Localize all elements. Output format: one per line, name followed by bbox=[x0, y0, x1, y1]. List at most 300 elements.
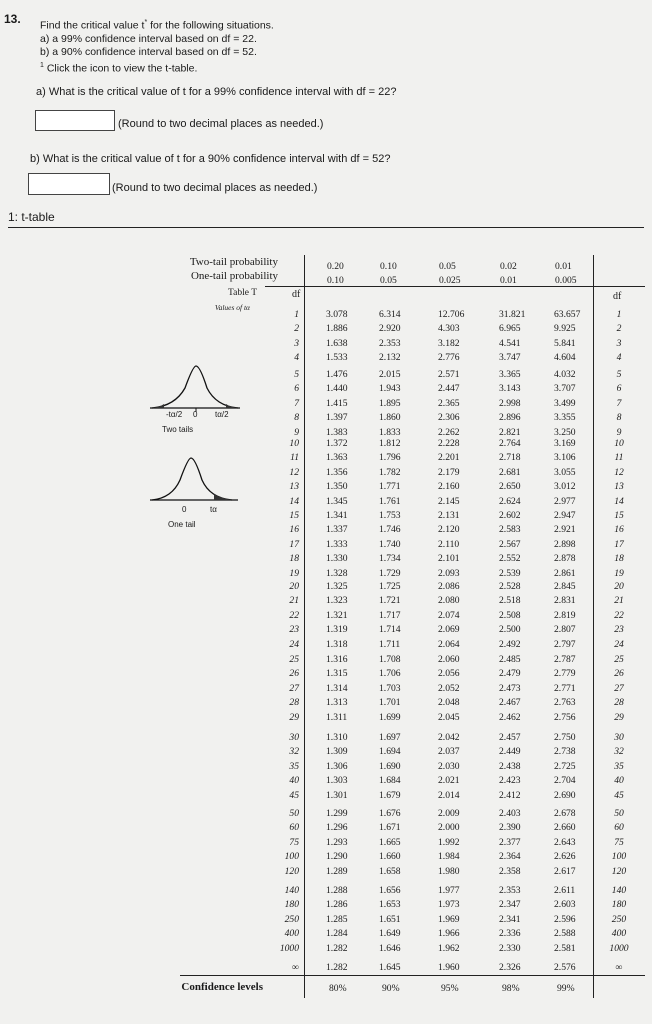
question-number: 13. bbox=[4, 12, 21, 26]
table-cell: 2.438 bbox=[499, 760, 521, 772]
table-cell: 3.106 bbox=[554, 452, 576, 464]
df-right: 50 bbox=[614, 808, 624, 819]
df-left: 17 bbox=[289, 538, 299, 550]
table-cell: 3.499 bbox=[554, 397, 576, 409]
table-cell: 2.756 bbox=[554, 711, 576, 723]
table-cell: 1.645 bbox=[379, 962, 401, 973]
table-cell: 3.182 bbox=[438, 337, 460, 349]
two-tails-caption: Two tails bbox=[162, 425, 194, 434]
table-cell: 1.285 bbox=[326, 913, 348, 925]
table-cell: 1.440 bbox=[326, 383, 348, 395]
table-cell: 2.898 bbox=[554, 538, 576, 550]
df-right: 15 bbox=[614, 510, 624, 521]
table-cell: 2.977 bbox=[554, 495, 576, 507]
table-cell: 1.782 bbox=[379, 466, 401, 478]
df-left: 35 bbox=[289, 760, 299, 772]
df-left: 26 bbox=[289, 668, 299, 680]
df-left: 6 bbox=[294, 383, 299, 395]
table-cell: 1.282 bbox=[326, 942, 348, 954]
table-cell: 2.603 bbox=[554, 899, 576, 911]
two-tail-header: 0.10 bbox=[380, 261, 397, 272]
table-cell: 1.753 bbox=[379, 510, 401, 521]
table-cell: 2.920 bbox=[379, 323, 401, 335]
table-cell: 2.358 bbox=[499, 865, 521, 877]
df-right: 400 bbox=[611, 928, 627, 940]
table-cell: 2.353 bbox=[499, 885, 521, 896]
df-left: 11 bbox=[290, 452, 299, 464]
confidence-level: 95% bbox=[441, 983, 459, 994]
table-cell: 2.009 bbox=[438, 808, 460, 819]
table-cell: 1.796 bbox=[379, 452, 401, 464]
table-cell: 4.604 bbox=[554, 352, 576, 364]
table-cell: 4.303 bbox=[438, 323, 460, 335]
table-cell: 2.086 bbox=[438, 581, 460, 592]
t-table-heading: 1: t-table bbox=[8, 210, 55, 224]
table-cell: 1.886 bbox=[326, 323, 348, 335]
table-cell: 2.528 bbox=[499, 581, 521, 592]
df-left: 2 bbox=[294, 323, 299, 335]
df-right: 17 bbox=[614, 538, 624, 550]
table-cell: 2.617 bbox=[554, 865, 576, 877]
table-cell: 2.776 bbox=[438, 352, 460, 364]
table-cell: 4.032 bbox=[554, 369, 576, 380]
df-right: 4 bbox=[616, 352, 622, 364]
table-cell: 2.552 bbox=[499, 553, 521, 565]
table-cell: 2.626 bbox=[554, 851, 576, 863]
table-cell: 1.699 bbox=[379, 711, 401, 723]
df-right: 19 bbox=[614, 567, 624, 579]
table-cell: 2.678 bbox=[554, 808, 576, 819]
df-right: 120 bbox=[611, 865, 627, 877]
part-b-answer-input[interactable] bbox=[28, 173, 110, 195]
df-right: 14 bbox=[614, 495, 624, 507]
two-tail-header: 0.20 bbox=[327, 261, 344, 272]
table-cell: 2.000 bbox=[438, 822, 460, 834]
table-cell: 1.651 bbox=[379, 913, 401, 925]
confidence-levels-label: Confidence levels bbox=[181, 981, 263, 993]
table-cell: 1.833 bbox=[379, 426, 401, 438]
df-left: 40 bbox=[289, 775, 299, 787]
table-cell: 2.508 bbox=[499, 609, 521, 621]
table-cell: 2.101 bbox=[438, 553, 460, 565]
table-cell: 2.228 bbox=[438, 438, 460, 449]
table-cell: 3.747 bbox=[499, 352, 521, 364]
one-tail-caption: One tail bbox=[168, 520, 196, 529]
one-tail-header: 0.10 bbox=[327, 275, 344, 286]
pos-t-label: tα/2 bbox=[215, 410, 229, 419]
table-cell: 2.581 bbox=[554, 942, 576, 954]
question-intro bbox=[40, 16, 274, 75]
table-cell: 2.365 bbox=[438, 397, 460, 409]
table-cell: 1.341 bbox=[326, 510, 348, 521]
table-cell: 2.998 bbox=[499, 397, 521, 409]
df-right: 21 bbox=[614, 595, 624, 607]
heading-divider bbox=[8, 227, 644, 228]
table-cell: 1.345 bbox=[326, 495, 348, 507]
two-tail-header: 0.01 bbox=[555, 261, 572, 272]
df-right: 25 bbox=[614, 654, 624, 665]
df-right: 2 bbox=[616, 323, 622, 335]
df-left: 60 bbox=[289, 822, 299, 834]
table-cell: 2.060 bbox=[438, 654, 460, 665]
one-tail-header: 0.025 bbox=[439, 275, 461, 286]
table-cell: 1.694 bbox=[379, 746, 401, 758]
table-cell: 2.179 bbox=[438, 466, 460, 478]
table-cell: 2.831 bbox=[554, 595, 576, 607]
table-cell: 1.309 bbox=[326, 746, 348, 758]
df-left: 19 bbox=[289, 567, 299, 579]
table-cell: 1.671 bbox=[379, 822, 401, 834]
table-cell: 2.771 bbox=[554, 682, 576, 694]
table-cell: 1.306 bbox=[326, 760, 348, 772]
df-right: 7 bbox=[616, 397, 622, 409]
df-right: 11 bbox=[614, 452, 624, 464]
zero-label-one: 0 bbox=[182, 505, 187, 514]
table-cell: 2.412 bbox=[499, 789, 521, 801]
df-left: 1000 bbox=[279, 942, 299, 954]
table-cell: 1.771 bbox=[379, 481, 401, 493]
table-cell: 1.397 bbox=[326, 412, 348, 424]
table-cell: 1.372 bbox=[326, 438, 348, 449]
table-cell: 2.921 bbox=[554, 524, 576, 536]
table-cell: 1.660 bbox=[379, 851, 401, 863]
df-left: 3 bbox=[294, 337, 299, 349]
table-cell: 2.896 bbox=[499, 412, 521, 424]
table-cell: 3.055 bbox=[554, 466, 576, 478]
table-cell: 1.966 bbox=[438, 928, 460, 940]
df-right: 24 bbox=[614, 638, 624, 650]
question-line-b: b) a 90% confidence interval based on df = 52. bbox=[40, 45, 257, 58]
table-cell: 2.014 bbox=[438, 789, 460, 801]
table-cell: 2.500 bbox=[499, 624, 521, 636]
table-cell: 2.690 bbox=[554, 789, 576, 801]
table-cell: 2.750 bbox=[554, 732, 576, 743]
table-cell: 1.658 bbox=[379, 865, 401, 877]
table-cell: 3.355 bbox=[554, 412, 576, 424]
df-left: 180 bbox=[284, 899, 299, 911]
table-cell: 3.078 bbox=[326, 309, 348, 320]
table-cell: 2.518 bbox=[499, 595, 521, 607]
df-left: 9 bbox=[294, 426, 299, 438]
one-tail-header: 0.01 bbox=[500, 275, 517, 286]
df-left: 4 bbox=[294, 352, 299, 364]
table-cell: 1.319 bbox=[326, 624, 348, 636]
table-cell: 1.313 bbox=[326, 697, 348, 709]
table-cell: 31.821 bbox=[499, 309, 526, 320]
df-right: ∞ bbox=[615, 962, 623, 973]
confidence-level: 90% bbox=[382, 983, 400, 994]
df-left: 400 bbox=[284, 928, 299, 940]
df-right: 60 bbox=[614, 822, 624, 834]
df-right: 13 bbox=[614, 481, 624, 493]
table-cell: 2.797 bbox=[554, 638, 576, 650]
table-cell: 1.980 bbox=[438, 865, 460, 877]
table-cell: 1.325 bbox=[326, 581, 348, 592]
table-cell: 1.960 bbox=[438, 962, 460, 973]
table-cell: 1.323 bbox=[326, 595, 348, 607]
one-tail-header: 0.05 bbox=[380, 275, 397, 286]
table-cell: 2.449 bbox=[499, 746, 521, 758]
table-cell: 2.473 bbox=[499, 682, 521, 694]
table-cell: 2.069 bbox=[438, 624, 460, 636]
table-cell: 1.679 bbox=[379, 789, 401, 801]
df-right: 100 bbox=[611, 851, 627, 863]
df-right: 29 bbox=[614, 711, 624, 723]
table-cell: 5.841 bbox=[554, 337, 576, 349]
table-cell: 1.321 bbox=[326, 609, 348, 621]
table-cell: 1.293 bbox=[326, 836, 348, 848]
table-cell: 2.947 bbox=[554, 510, 576, 521]
df-left: 29 bbox=[289, 711, 299, 723]
table-cell: 1.330 bbox=[326, 553, 348, 565]
table-cell: 1.301 bbox=[326, 789, 348, 801]
table-cell: 1.296 bbox=[326, 822, 348, 834]
df-left: 18 bbox=[289, 553, 299, 565]
confidence-level: 98% bbox=[502, 983, 520, 994]
question-title: Find the critical value t* for the following situations. bbox=[40, 19, 274, 32]
table-cell: 1.328 bbox=[326, 567, 348, 579]
df-left: 28 bbox=[289, 697, 299, 709]
table-cell: 1.690 bbox=[379, 760, 401, 772]
df-left: 75 bbox=[289, 836, 299, 848]
table-cell: 3.365 bbox=[499, 369, 521, 380]
table-cell: 1.984 bbox=[438, 851, 460, 863]
table-cell: 1.289 bbox=[326, 865, 348, 877]
df-right: 18 bbox=[614, 553, 624, 565]
df-label-left: df bbox=[292, 289, 301, 300]
df-right: 3 bbox=[616, 337, 622, 349]
df-right: 140 bbox=[611, 885, 627, 896]
table-icon-link[interactable]: $^1$ Click the icon to view the t-table. bbox=[40, 61, 198, 74]
table-cell: 1.860 bbox=[379, 412, 401, 424]
df-right: 10 bbox=[614, 438, 624, 449]
df-right: 26 bbox=[614, 668, 624, 680]
df-right: 75 bbox=[614, 836, 624, 848]
table-cell: 2.660 bbox=[554, 822, 576, 834]
df-left: 25 bbox=[289, 654, 299, 665]
table-cell: 2.336 bbox=[499, 928, 521, 940]
table-cell: 2.048 bbox=[438, 697, 460, 709]
df-right: 28 bbox=[614, 697, 624, 709]
table-cell: 1.740 bbox=[379, 538, 401, 550]
table-cell: 2.120 bbox=[438, 524, 460, 536]
two-tail-header: 0.05 bbox=[439, 261, 456, 272]
table-cell: 2.064 bbox=[438, 638, 460, 650]
df-left: 250 bbox=[284, 913, 299, 925]
df-left: 32 bbox=[289, 746, 299, 758]
table-cell: 1.363 bbox=[326, 452, 348, 464]
table-cell: 6.314 bbox=[379, 309, 401, 320]
table-cell: 2.819 bbox=[554, 609, 576, 621]
df-right: 8 bbox=[616, 412, 622, 424]
table-cell: 2.037 bbox=[438, 746, 460, 758]
df-left: ∞ bbox=[292, 962, 299, 973]
table-cell: 2.330 bbox=[499, 942, 521, 954]
table-cell: 1.333 bbox=[326, 538, 348, 550]
table-cell: 2.492 bbox=[499, 638, 521, 650]
df-left: 14 bbox=[289, 495, 299, 507]
values-label: Values of tα bbox=[214, 303, 250, 312]
df-left: 13 bbox=[289, 481, 299, 493]
table-cell: 1.356 bbox=[326, 466, 348, 478]
df-left: 20 bbox=[289, 581, 299, 592]
table-cell: 2.021 bbox=[438, 775, 460, 787]
table-cell: 2.467 bbox=[499, 697, 521, 709]
table-cell: 1.311 bbox=[326, 711, 348, 723]
df-left: 7 bbox=[294, 397, 299, 409]
table-cell: 2.596 bbox=[554, 913, 576, 925]
df-left: 8 bbox=[294, 412, 299, 424]
table-cell: 12.706 bbox=[438, 309, 465, 320]
df-right: 32 bbox=[614, 746, 624, 758]
table-cell: 2.878 bbox=[554, 553, 576, 565]
table-cell: 1.316 bbox=[326, 654, 348, 665]
df-right: 20 bbox=[614, 581, 624, 592]
df-left: 12 bbox=[289, 466, 299, 478]
table-cell: 1.665 bbox=[379, 836, 401, 848]
table-cell: 1.653 bbox=[379, 899, 401, 911]
table-cell: 2.080 bbox=[438, 595, 460, 607]
table-cell: 2.341 bbox=[499, 913, 521, 925]
table-cell: 1.676 bbox=[379, 808, 401, 819]
table-cell: 2.681 bbox=[499, 466, 521, 478]
table-cell: 2.160 bbox=[438, 481, 460, 493]
table-cell: 1.706 bbox=[379, 668, 401, 680]
table-cell: 1.943 bbox=[379, 383, 401, 395]
table-cell: 1.415 bbox=[326, 397, 348, 409]
part-a-prompt: a) What is the critical value of t for a 99% confidence interval with df = 22? bbox=[36, 86, 397, 98]
table-cell: 1.992 bbox=[438, 836, 460, 848]
table-cell: 2.042 bbox=[438, 732, 460, 743]
table-cell: 3.169 bbox=[554, 438, 576, 449]
table-cell: 2.045 bbox=[438, 711, 460, 723]
table-cell: 2.131 bbox=[438, 510, 460, 521]
table-cell: 2.390 bbox=[499, 822, 521, 834]
table-cell: 2.718 bbox=[499, 452, 521, 464]
df-left: 100 bbox=[284, 851, 299, 863]
table-cell: 1.977 bbox=[438, 885, 460, 896]
table-cell: 1.310 bbox=[326, 732, 348, 743]
df-label-right: df bbox=[613, 291, 622, 302]
table-cell: 1.649 bbox=[379, 928, 401, 940]
header-rule bbox=[265, 286, 645, 287]
table-cell: 2.787 bbox=[554, 654, 576, 665]
two-tails-curve bbox=[152, 366, 238, 408]
df-left: 50 bbox=[289, 808, 299, 819]
table-cell: 2.583 bbox=[499, 524, 521, 536]
table-cell: 1.533 bbox=[326, 352, 348, 364]
df-right: 1000 bbox=[609, 942, 629, 954]
table-cell: 1.303 bbox=[326, 775, 348, 787]
confidence-level: 80% bbox=[329, 983, 347, 994]
table-cell: 9.925 bbox=[554, 323, 576, 335]
table-cell: 2.074 bbox=[438, 609, 460, 621]
df-right: 35 bbox=[614, 760, 624, 772]
df-left: 16 bbox=[289, 524, 299, 536]
table-cell: 2.093 bbox=[438, 567, 460, 579]
df-left: 27 bbox=[289, 682, 299, 694]
table-cell: 2.567 bbox=[499, 538, 521, 550]
table-cell: 2.462 bbox=[499, 711, 521, 723]
table-cell: 63.657 bbox=[554, 309, 581, 320]
table-cell: 2.262 bbox=[438, 426, 460, 438]
table-cell: 2.725 bbox=[554, 760, 576, 772]
table-cell: 1.337 bbox=[326, 524, 348, 536]
two-tail-header: 0.02 bbox=[500, 261, 517, 272]
one-tail-diagram bbox=[150, 450, 240, 510]
table-cell: 1.895 bbox=[379, 397, 401, 409]
table-cell: 3.250 bbox=[554, 426, 576, 438]
table-cell: 2.779 bbox=[554, 668, 576, 680]
table-cell: 2.763 bbox=[554, 697, 576, 709]
df-left: 45 bbox=[289, 789, 299, 801]
question-line-a: a) a 99% confidence interval based on df = 22. bbox=[40, 32, 257, 45]
table-cell: 2.110 bbox=[438, 538, 460, 550]
footer-rule bbox=[180, 975, 645, 976]
table-cell: 6.965 bbox=[499, 323, 521, 335]
table-cell: 2.539 bbox=[499, 567, 521, 579]
table-cell: 2.030 bbox=[438, 760, 460, 772]
table-cell: 1.761 bbox=[379, 495, 401, 507]
table-cell: 1.286 bbox=[326, 899, 348, 911]
table-cell: 1.318 bbox=[326, 638, 348, 650]
table-cell: 1.684 bbox=[379, 775, 401, 787]
df-left: 23 bbox=[289, 624, 299, 636]
part-b-prompt: b) What is the critical value of t for a 90% confidence interval with df = 52? bbox=[30, 153, 391, 165]
table-cell: 1.697 bbox=[379, 732, 401, 743]
table-cell: 1.711 bbox=[379, 638, 401, 650]
df-right: 40 bbox=[614, 775, 624, 787]
table-cell: 2.347 bbox=[499, 899, 521, 911]
df-right: 12 bbox=[614, 466, 624, 478]
df-left: 120 bbox=[284, 865, 299, 877]
table-cell: 1.638 bbox=[326, 337, 348, 349]
two-tail-label: Two-tail probability bbox=[189, 256, 278, 268]
df-left: 5 bbox=[294, 369, 299, 380]
table-cell: 1.714 bbox=[379, 624, 401, 636]
table-cell: 2.056 bbox=[438, 668, 460, 680]
table-cell: 1.734 bbox=[379, 553, 401, 565]
df-left: 30 bbox=[289, 732, 299, 743]
table-cell: 1.656 bbox=[379, 885, 401, 896]
df-left: 1 bbox=[294, 309, 299, 320]
table-cell: 3.012 bbox=[554, 481, 576, 493]
table-cell: 1.725 bbox=[379, 581, 401, 592]
right-column-rule bbox=[593, 255, 594, 998]
table-cell: 2.015 bbox=[379, 369, 401, 380]
zero-label-two: 0 bbox=[193, 410, 198, 419]
part-b-hint: (Round to two decimal places as needed.) bbox=[112, 182, 318, 194]
df-left: 21 bbox=[289, 595, 299, 607]
df-right: 45 bbox=[614, 789, 624, 801]
table-cell: 2.353 bbox=[379, 337, 401, 349]
part-a-answer-input[interactable] bbox=[35, 110, 115, 131]
table-cell: 1.383 bbox=[326, 426, 348, 438]
t-alpha-label: tα bbox=[210, 505, 217, 514]
table-cell: 2.457 bbox=[499, 732, 521, 743]
table-cell: 2.738 bbox=[554, 746, 576, 758]
table-label: Table T bbox=[228, 288, 257, 298]
table-cell: 2.447 bbox=[438, 383, 460, 395]
df-right: 180 bbox=[611, 899, 627, 911]
table-cell: 2.377 bbox=[499, 836, 521, 848]
table-cell: 2.861 bbox=[554, 567, 576, 579]
table-cell: 1.646 bbox=[379, 942, 401, 954]
table-cell: 2.821 bbox=[499, 426, 521, 438]
table-cell: 2.643 bbox=[554, 836, 576, 848]
confidence-level: 99% bbox=[557, 983, 575, 994]
table-cell: 2.704 bbox=[554, 775, 576, 787]
